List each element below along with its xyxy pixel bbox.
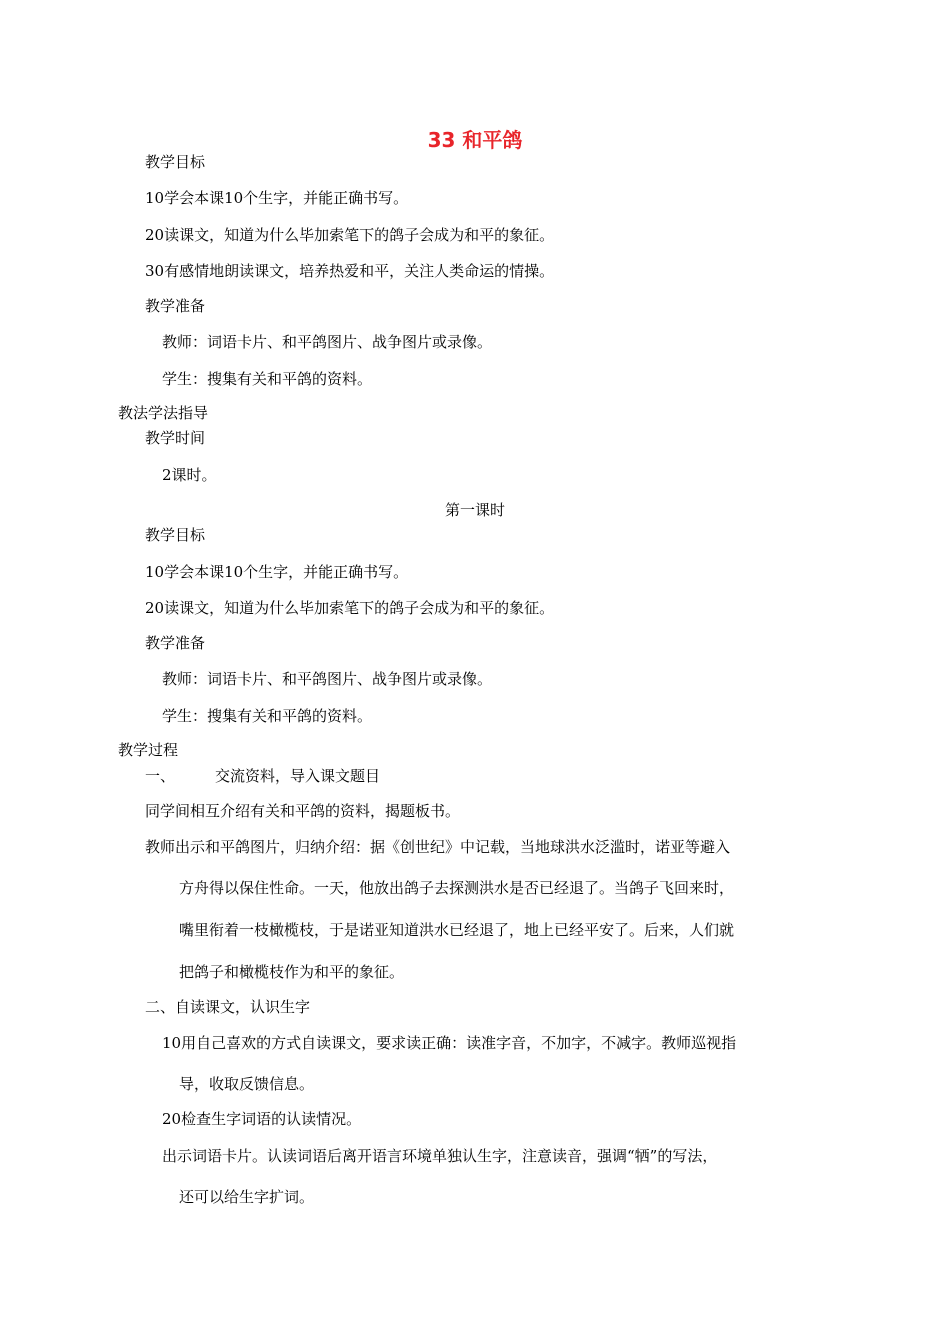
step-one bbox=[145, 766, 380, 786]
goal-line: 30有感情地朗读课文，培养热爱和平，关注人类命运的情操。 bbox=[145, 262, 555, 280]
body-line: 10用自己喜欢的方式自读课文，要求读正确：读准字音，不加字，不减字。教师巡视指 bbox=[162, 1034, 737, 1052]
heading-teaching-time: 教学时间 bbox=[145, 429, 206, 447]
body-line: 方舟得以保住性命。一天，他放出鸽子去探测洪水是否已经退了。当鸽子飞回来时， bbox=[179, 879, 735, 897]
step-two-heading: 二、自读课文，认识生字 bbox=[145, 998, 311, 1016]
prep-line: 学生：搜集有关和平鸽的资料。 bbox=[162, 370, 373, 388]
prep-line: 教师：词语卡片、和平鸽图片、战争图片或录像。 bbox=[162, 333, 493, 351]
time-line: 2课时。 bbox=[162, 466, 217, 484]
step-number: 一、 bbox=[145, 767, 176, 785]
heading-teaching-prep: 教学准备 bbox=[145, 634, 206, 652]
heading-teaching-goals: 教学目标 bbox=[145, 153, 206, 171]
body-line: 把鸽子和橄榄枝作为和平的象征。 bbox=[179, 963, 405, 981]
goal-line: 10学会本课10个生字，并能正确书写。 bbox=[145, 563, 409, 581]
heading-teaching-prep: 教学准备 bbox=[145, 297, 206, 315]
step-heading: 交流资料，导入课文题目 bbox=[215, 767, 381, 785]
heading-teaching-process: 教学过程 bbox=[118, 741, 179, 759]
goal-line: 20读课文，知道为什么毕加索笔下的鸽子会成为和平的象征。 bbox=[145, 599, 555, 617]
body-line: 教师出示和平鸽图片，归纳介绍：据《创世纪》中记载，当地球洪水泛滥时，诺亚等避入 bbox=[145, 838, 731, 856]
goal-line: 10学会本课10个生字，并能正确书写。 bbox=[145, 189, 409, 207]
body-line: 20检查生字词语的认读情况。 bbox=[162, 1110, 362, 1128]
goal-line: 20读课文，知道为什么毕加索笔下的鸽子会成为和平的象征。 bbox=[145, 226, 555, 244]
body-line: 嘴里衔着一枝橄榄枝，于是诺亚知道洪水已经退了，地上已经平安了。后来，人们就 bbox=[179, 921, 735, 939]
section-title: 第一课时 bbox=[444, 501, 505, 519]
body-line: 导，收取反馈信息。 bbox=[179, 1075, 315, 1093]
heading-method-guide: 教法学法指导 bbox=[118, 404, 209, 422]
body-line: 还可以给生字扩词。 bbox=[179, 1188, 315, 1206]
body-line: 出示词语卡片。认读词语后离开语言环境单独认生字，注意读音，强调“牺”的写法， bbox=[162, 1147, 718, 1165]
document-title: 33 和平鸽 bbox=[427, 128, 523, 152]
prep-line: 学生：搜集有关和平鸽的资料。 bbox=[162, 707, 373, 725]
prep-line: 教师：词语卡片、和平鸽图片、战争图片或录像。 bbox=[162, 670, 493, 688]
body-line: 同学间相互介绍有关和平鸽的资料，揭题板书。 bbox=[145, 802, 461, 820]
heading-teaching-goals: 教学目标 bbox=[145, 526, 206, 544]
